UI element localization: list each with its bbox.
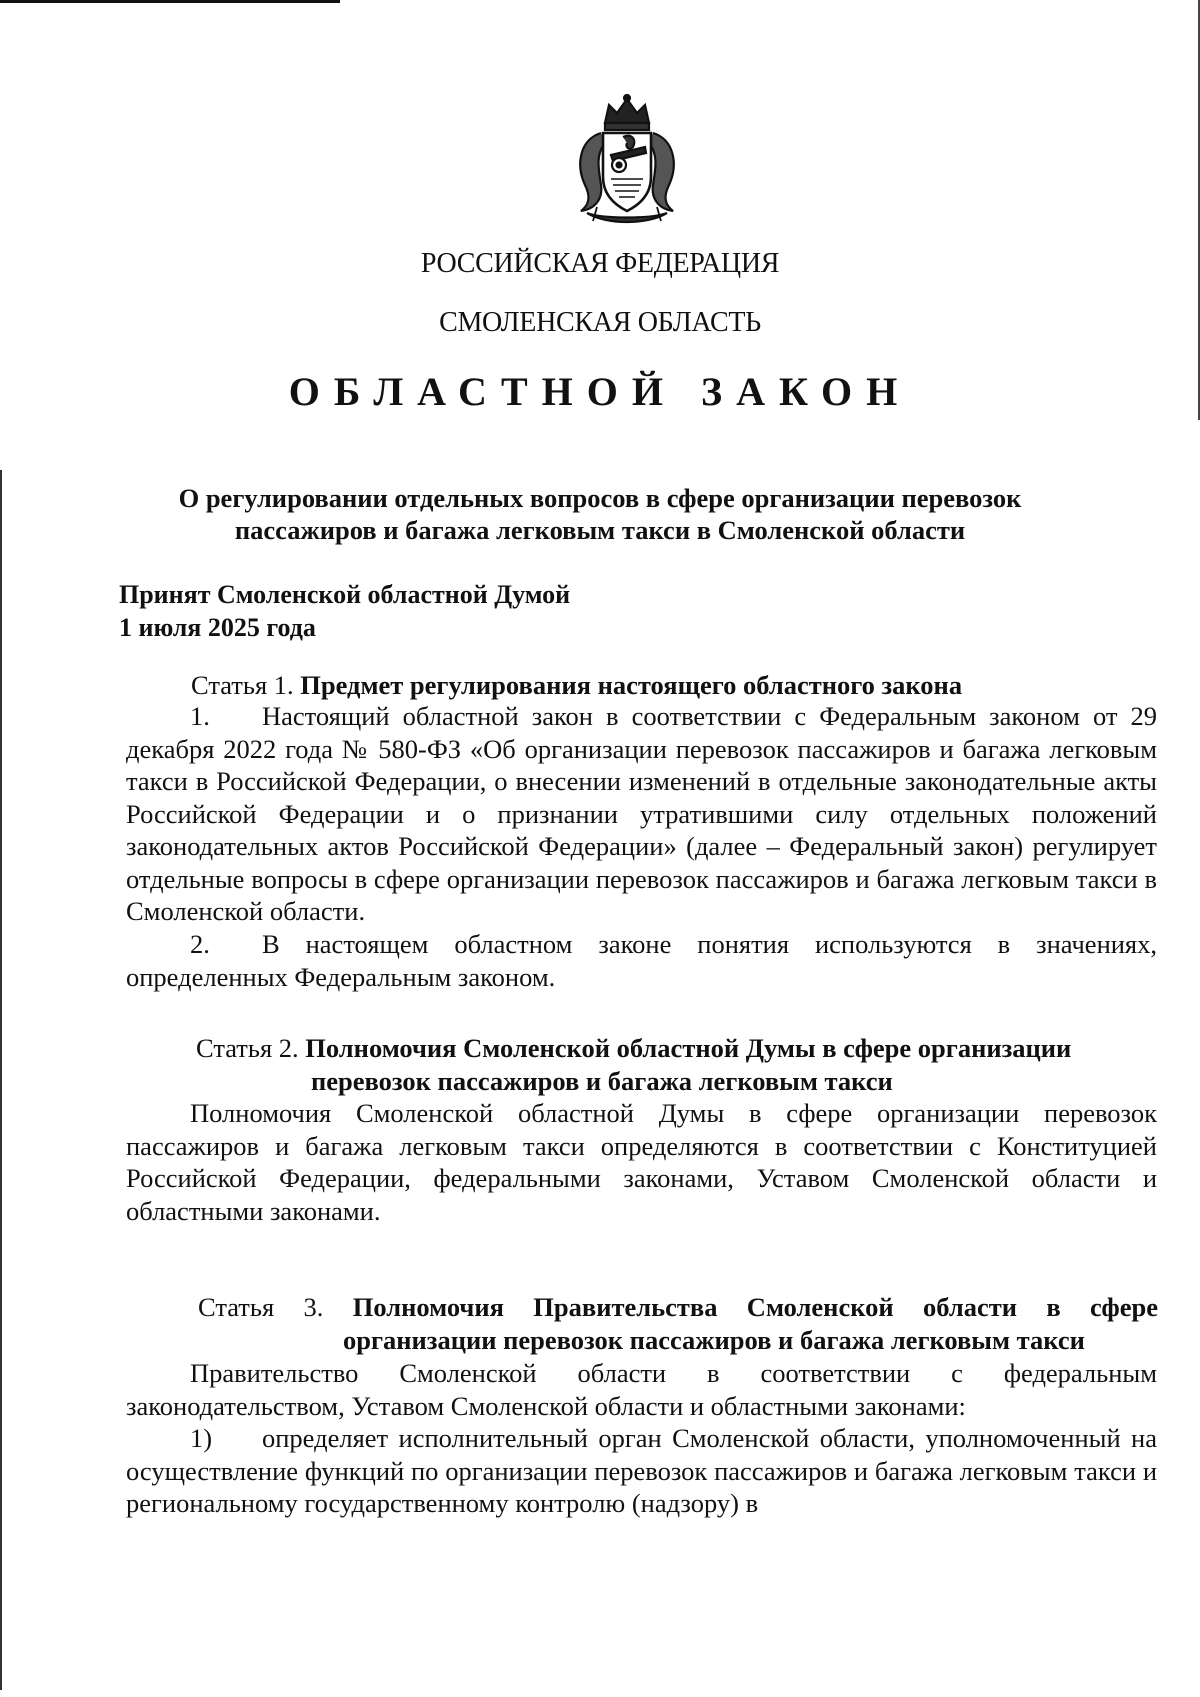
- scan-edge-left: [0, 470, 2, 1690]
- article-3-prefix: Статья 3.: [198, 1292, 324, 1322]
- paragraph-text: В настоящем областном законе понятия используются в значениях, определенных Федеральным законом.: [126, 929, 1157, 992]
- adoption-body: Принят Смоленской областной Думой: [119, 580, 571, 609]
- article-2-prefix: Статья 2.: [196, 1033, 299, 1063]
- country-heading: РОССИЙСКАЯ ФЕДЕРАЦИЯ: [420, 248, 780, 279]
- document-type-title: ОБЛАСТНОЙ ЗАКОН: [288, 369, 912, 414]
- adoption-date: 1 июля 2025 года: [119, 613, 316, 642]
- article-3-item-1: [126, 1422, 1157, 1520]
- adoption-note: [119, 578, 570, 644]
- article-3-heading: [198, 1291, 1158, 1356]
- article-1-paragraph-2: [126, 928, 1157, 993]
- region-heading: СМОЛЕНСКАЯ ОБЛАСТЬ: [439, 307, 761, 338]
- article-2-heading: [196, 1032, 1071, 1097]
- article-1-prefix: Статья 1.: [191, 670, 294, 700]
- article-2-title-line-1: Полномочия Смоленской областной Думы в сфере организации: [305, 1033, 1072, 1063]
- article-1-heading: [191, 669, 962, 702]
- law-title-line-2: пассажиров и багажа легковым такси в Смоленской области: [234, 515, 966, 545]
- coat-of-arms-icon: [567, 93, 687, 228]
- paragraph-text: Правительство Смоленской области в соответствии с федеральным законодательством, Уставом Смоленской области и областными законами:: [126, 1358, 1157, 1421]
- article-3-title-line-1: Полномочия Правительства Смоленской области в сфере: [352, 1292, 1158, 1322]
- article-3-title-line-2: организации перевозок пассажиров и багажа легковым такси: [343, 1324, 1085, 1355]
- article-3-paragraph-intro: [126, 1357, 1157, 1422]
- article-1-paragraph-1: [126, 700, 1157, 928]
- paragraph-text: Настоящий областной закон в соответствии с Федеральным законом от 29 декабря 2022 года № 580-ФЗ «Об организации перевозок пассажиров и багажа легковым такси в Российской Федерации, о внесении изменений в отдельные законодательные акты Российской Федерации и о признании утратившими силу отдельных положений законодательных актов Российской Федерации» (далее – Федеральный закон) регулирует отдельные вопросы в сфере организации перевозок пассажиров и багажа легковым такси в Смоленской области.: [126, 701, 1157, 926]
- paragraph-text: Полномочия Смоленской областной Думы в сфере организации перевозок пассажиров и багажа легковым такси определяются в соответствии с Конституцией Российской Федерации, федеральными законами, Уставом Смоленской области и областными законами.: [126, 1098, 1157, 1226]
- law-title-line-1: О регулировании отдельных вопросов в сфере организации перевозок: [178, 483, 1022, 513]
- paragraph-text: определяет исполнительный орган Смоленской области, уполномоченный на осуществление функций по организации перевозок пассажиров и багажа легковым такси и региональному государственному контролю (надзору) в: [126, 1423, 1157, 1518]
- paragraph-number: 2.: [190, 929, 210, 959]
- scan-edge-top: [0, 0, 340, 3]
- article-2-paragraph: [126, 1097, 1157, 1227]
- article-2-title-line-2: перевозок пассажиров и багажа легковым такси: [311, 1065, 893, 1096]
- item-number: 1): [190, 1423, 213, 1453]
- paragraph-number: 1.: [190, 701, 210, 731]
- article-1-title: Предмет регулирования настоящего областного закона: [300, 670, 963, 700]
